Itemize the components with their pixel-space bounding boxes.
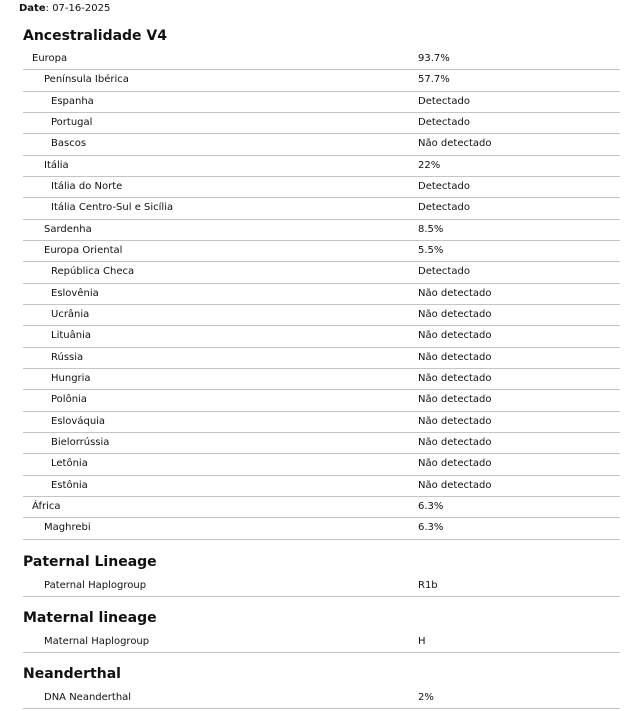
region-value: Detectado [418, 180, 470, 192]
region-value: Detectado [418, 266, 470, 278]
region-label: Lituânia [51, 330, 91, 342]
paternal-title: Paternal Lineage [23, 554, 157, 570]
region-value: Não detectado [418, 287, 492, 299]
table-row [23, 177, 620, 198]
region-value: Detectado [418, 95, 470, 107]
region-value: Detectado [418, 202, 470, 214]
date-value: 07-16-2025 [52, 3, 111, 14]
region-label: Estônia [51, 479, 88, 491]
table-row [23, 92, 620, 113]
region-value: Não detectado [418, 458, 492, 470]
table-row [23, 574, 620, 597]
neanderthal-value: 2% [418, 692, 434, 703]
region-value: 8.5% [418, 223, 444, 235]
region-label: Sardenha [44, 223, 92, 235]
region-value: Não detectado [418, 330, 492, 342]
region-label: Itália [44, 159, 69, 171]
region-value: 5.5% [418, 244, 444, 256]
region-value: Não detectado [418, 436, 492, 448]
table-row [23, 476, 620, 497]
region-label: Letônia [51, 458, 88, 470]
region-label: África [32, 500, 61, 512]
maternal-haplogroup-label: Maternal Haplogroup [44, 636, 150, 647]
region-value: Não detectado [418, 351, 492, 363]
region-value: Não detectado [418, 394, 492, 406]
ancestry-table [23, 49, 620, 540]
table-row [23, 454, 620, 475]
region-label: Portugal [51, 116, 93, 128]
table-row [23, 198, 620, 219]
table-row [23, 241, 620, 262]
table-row [23, 134, 620, 155]
region-value: 57.7% [418, 74, 450, 86]
maternal-table [23, 630, 620, 653]
paternal-table [23, 574, 620, 597]
region-label: Itália Centro-Sul e Sicília [51, 202, 174, 214]
ancestry-title: Ancestralidade V4 [23, 28, 168, 44]
table-row [23, 49, 620, 70]
table-row [23, 305, 620, 326]
region-label: Eslovênia [51, 287, 99, 299]
neanderthal-label: DNA Neanderthal [44, 692, 132, 703]
table-row [23, 497, 620, 518]
region-label: Europa [32, 53, 68, 64]
table-row [23, 348, 620, 369]
region-value: Não detectado [418, 138, 492, 150]
region-label: República Checa [51, 266, 135, 278]
region-label: Polônia [51, 394, 87, 406]
neanderthal-title: Neanderthal [23, 666, 121, 682]
date-label: Date [19, 3, 46, 14]
region-label: Hungria [51, 372, 91, 384]
neanderthal-table [23, 686, 620, 709]
table-row [23, 686, 620, 709]
region-value: Não detectado [418, 308, 492, 320]
table-row [23, 433, 620, 454]
table-row [23, 518, 620, 539]
region-label: Europa Oriental [44, 244, 123, 256]
region-label: Espanha [51, 95, 94, 107]
region-value: Detectado [418, 116, 470, 128]
paternal-haplogroup-value: R1b [418, 580, 438, 591]
region-value: 22% [418, 159, 441, 171]
region-value: 93.7% [418, 53, 450, 64]
region-value: Não detectado [418, 372, 492, 384]
table-row [23, 326, 620, 347]
paternal-haplogroup-label: Paternal Haplogroup [44, 580, 147, 591]
region-label: Península Ibérica [44, 74, 129, 86]
region-label: Maghrebi [44, 522, 91, 534]
region-label: Bascos [51, 138, 87, 150]
table-row [23, 369, 620, 390]
region-value: 6.3% [418, 522, 444, 534]
region-label: Ucrânia [51, 308, 90, 320]
table-row [23, 630, 620, 653]
region-value: Não detectado [418, 415, 492, 427]
maternal-haplogroup-value: H [418, 636, 426, 647]
report-date: Date: 07-16-2025 [19, 3, 111, 14]
region-value: 6.3% [418, 500, 444, 512]
table-row [23, 70, 620, 91]
region-value: Não detectado [418, 479, 492, 491]
region-label: Itália do Norte [51, 180, 123, 192]
table-row [23, 412, 620, 433]
table-row [23, 220, 620, 241]
region-label: Eslováquia [51, 415, 106, 427]
table-row [23, 284, 620, 305]
table-row [23, 390, 620, 411]
table-row [23, 262, 620, 283]
maternal-title: Maternal lineage [23, 610, 157, 626]
table-row [23, 156, 620, 177]
region-label: Rússia [51, 351, 84, 363]
table-row [23, 113, 620, 134]
region-label: Bielorrússia [51, 436, 110, 448]
